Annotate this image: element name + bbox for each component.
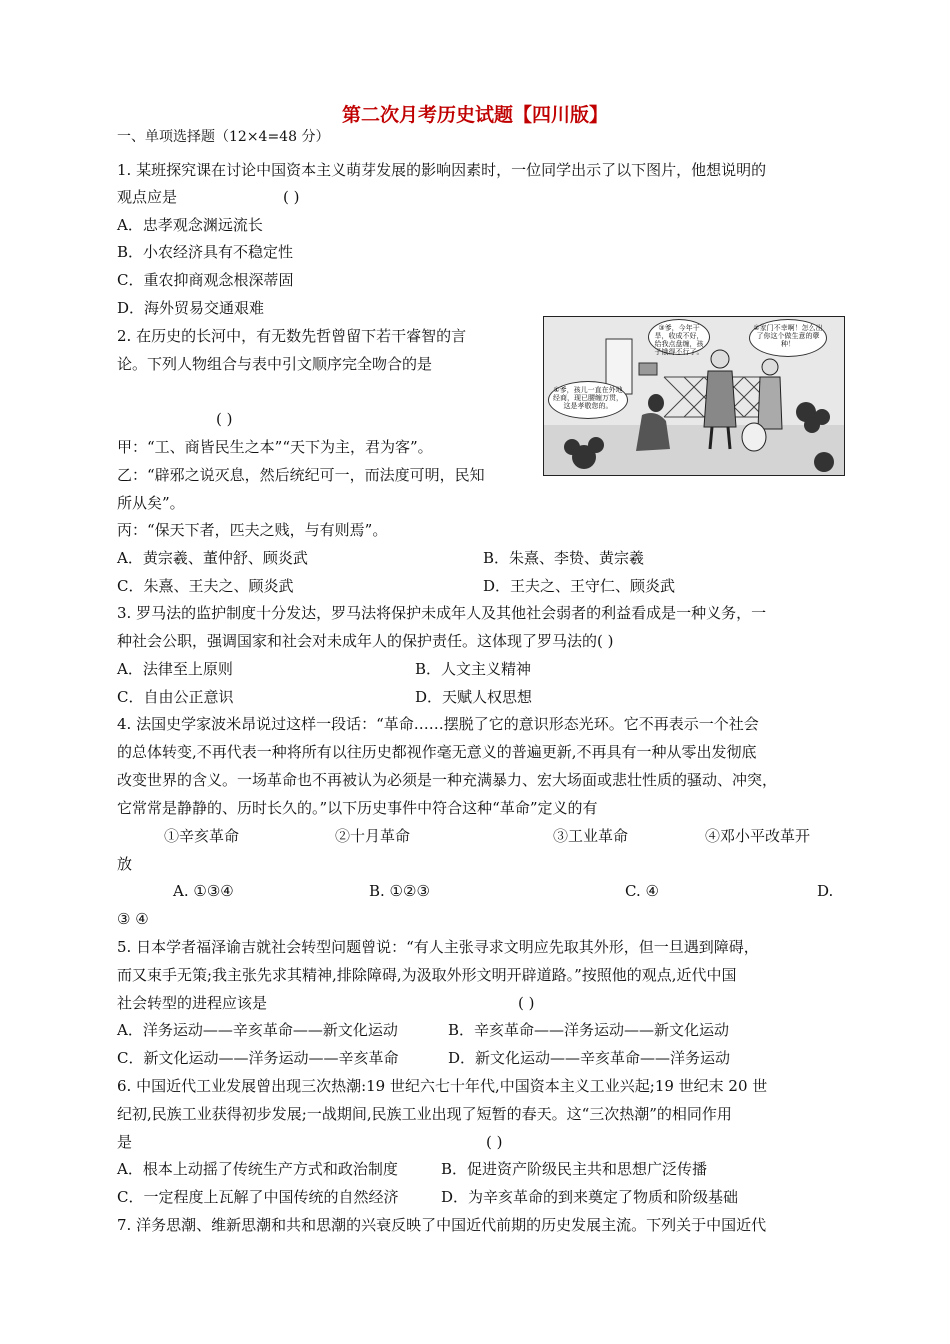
q4-item-3: ③工业革命 — [553, 827, 629, 845]
q6-option-b: B．促进资产阶级民主共和思想广泛传播 — [441, 1160, 708, 1178]
cartoon-bubble-2: ③爹，今年干旱，收成不好，给我点盘缠，孩子饿得不行了。 — [648, 319, 710, 355]
q3-option-b: B．人文主义精神 — [415, 660, 532, 678]
q4-option-a: A. ①③④ — [173, 882, 234, 900]
q5-stem-line3: 社会转型的进程应该是 — [117, 994, 268, 1012]
q2-option-c: C．朱熹、王夫之、顾炎武 — [117, 577, 294, 595]
q4-stem-line2: 的总体转变,不再代表一种将所有以往历史都视作毫无意义的普遍更新,不再具有一种从零出发彻底 — [117, 743, 757, 761]
q5-stem-line1: 5. 日本学者福泽谕吉就社会转型问题曾说：“有人主张寻求文明应先取其外形，但一旦遇到障碍， — [117, 938, 759, 956]
q5-stem-line2: 而又束手无策;我主张先求其精神,排除障碍,为汲取外形文明开辟道路。”按照他的观点,近代中国 — [117, 966, 737, 984]
q2-answer-blank: ( ) — [216, 410, 233, 428]
q6-stem-line2: 纪初,民族工业获得初步发展;一战期间,民族工业出现了短暂的春天。这“三次热潮”的相同作用 — [117, 1105, 732, 1123]
q6-option-d: D．为辛亥革命的到来奠定了物质和阶级基础 — [441, 1188, 739, 1206]
q4-item-2: ②十月革命 — [335, 827, 411, 845]
q6-option-c: C．一定程度上瓦解了中国传统的自然经济 — [117, 1188, 399, 1206]
q1-option-c: C．重农抑商观念根深蒂固 — [117, 271, 294, 289]
q6-answer-blank: ( ) — [486, 1133, 503, 1151]
q1-answer-blank: ( ) — [283, 188, 300, 206]
q3-stem-line1: 3. 罗马法的监护制度十分发达，罗马法将保护未成年人及其他社会弱者的利益看成是一种义务，一 — [117, 604, 767, 622]
q4-item-1: ①辛亥革命 — [164, 827, 240, 845]
cartoon-bubble-1: ①爹，孩儿一直在外地经商，现已腰缠万贯，这是孝敬您的。 — [548, 381, 628, 419]
q4-option-d-cont: ③ ④ — [117, 910, 149, 928]
q1-stem-line2: 观点应是 — [117, 188, 178, 206]
q1-option-d: D．海外贸易交通艰难 — [117, 299, 265, 317]
q2-quote-yi-line2: 所从矣”。 — [117, 494, 185, 512]
q6-stem-line1: 6. 中国近代工业发展曾出现三次热潮:19 世纪六七十年代,中国资本主义工业兴起;19 世纪末 20 世 — [117, 1077, 768, 1095]
q3-stem-line2: 种社会公职，强调国家和社会对未成年人的保护责任。这体现了罗马法的( ) — [117, 632, 614, 650]
q3-option-a: A．法律至上原则 — [117, 660, 233, 678]
q7-stem-line1: 7. 洋务思潮、维新思潮和共和思潮的兴衰反映了中国近代前期的历史发展主流。下列关于中国近代 — [117, 1216, 767, 1234]
q3-option-c: C．自由公正意识 — [117, 688, 234, 706]
q5-option-c: C．新文化运动——洋务运动——辛亥革命 — [117, 1049, 399, 1067]
q2-stem-line2: 论。下列人物组合与表中引文顺序完全吻合的是 — [117, 355, 433, 373]
q5-answer-blank: ( ) — [518, 994, 535, 1012]
q5-option-b: B．辛亥革命——洋务运动——新文化运动 — [448, 1021, 730, 1039]
section-heading: 一、单项选择题（12×4=48 分） — [117, 129, 330, 145]
q4-option-c: C. ④ — [625, 882, 659, 900]
q2-option-b: B．朱熹、李贽、黄宗羲 — [483, 549, 645, 567]
q1-stem-line1: 1. 某班探究课在讨论中国资本主义萌芽发展的影响因素时，一位同学出示了以下图片，他想说明的 — [117, 161, 767, 179]
page-title: 第二次月考历史试题【四川版】 — [341, 104, 608, 126]
cartoon-image — [543, 316, 845, 476]
q5-option-d: D．新文化运动——辛亥革命——洋务运动 — [448, 1049, 731, 1067]
q1-option-b: B．小农经济具有不稳定性 — [117, 243, 294, 261]
q4-stem-line1: 4. 法国史学家波米昂说过这样一段话：“革命……摆脱了它的意识形态光环。它不再表示一个社会 — [117, 715, 759, 733]
q1-option-a: A．忠孝观念渊远流长 — [117, 216, 263, 234]
q2-option-a: A．黄宗羲、董仲舒、顾炎武 — [117, 549, 308, 567]
q4-stem-line4: 它常常是静静的、历时长久的。”以下历史事件中符合这种“革命”定义的有 — [117, 799, 598, 817]
q6-stem-line3: 是 — [117, 1133, 133, 1151]
cartoon-bubble-3: ②家门不幸啊！怎么出了你这个做生意的孽种！ — [749, 319, 827, 357]
q2-quote-jia: 甲：“工、商皆民生之本”“天下为主，君为客”。 — [117, 438, 433, 456]
q3-option-d: D．天赋人权思想 — [415, 688, 533, 706]
q4-option-d: D. — [817, 882, 834, 900]
q4-stem-line3: 改变世界的含义。一场革命也不再被认为必须是一种充满暴力、宏大场面或悲壮性质的骚动、冲突， — [117, 771, 778, 789]
q2-quote-yi-line1: 乙：“辟邪之说灭息，然后统纪可一，而法度可明，民知 — [117, 466, 485, 484]
q6-option-a: A．根本上动摇了传统生产方式和政治制度 — [117, 1160, 398, 1178]
q4-option-b: B. ①②③ — [369, 882, 430, 900]
q4-item-4-cont: 放 — [117, 855, 133, 873]
q2-stem-line1: 2. 在历史的长河中，有无数先哲曾留下若干睿智的言 — [117, 327, 467, 345]
q2-quote-bing: 丙：“保天下者，匹夫之贱，与有则焉”。 — [117, 521, 388, 539]
q2-option-d: D．王夫之、王守仁、顾炎武 — [483, 577, 676, 595]
q5-option-a: A．洋务运动——辛亥革命——新文化运动 — [117, 1021, 398, 1039]
q4-item-4: ④邓小平改革开 — [705, 827, 811, 845]
